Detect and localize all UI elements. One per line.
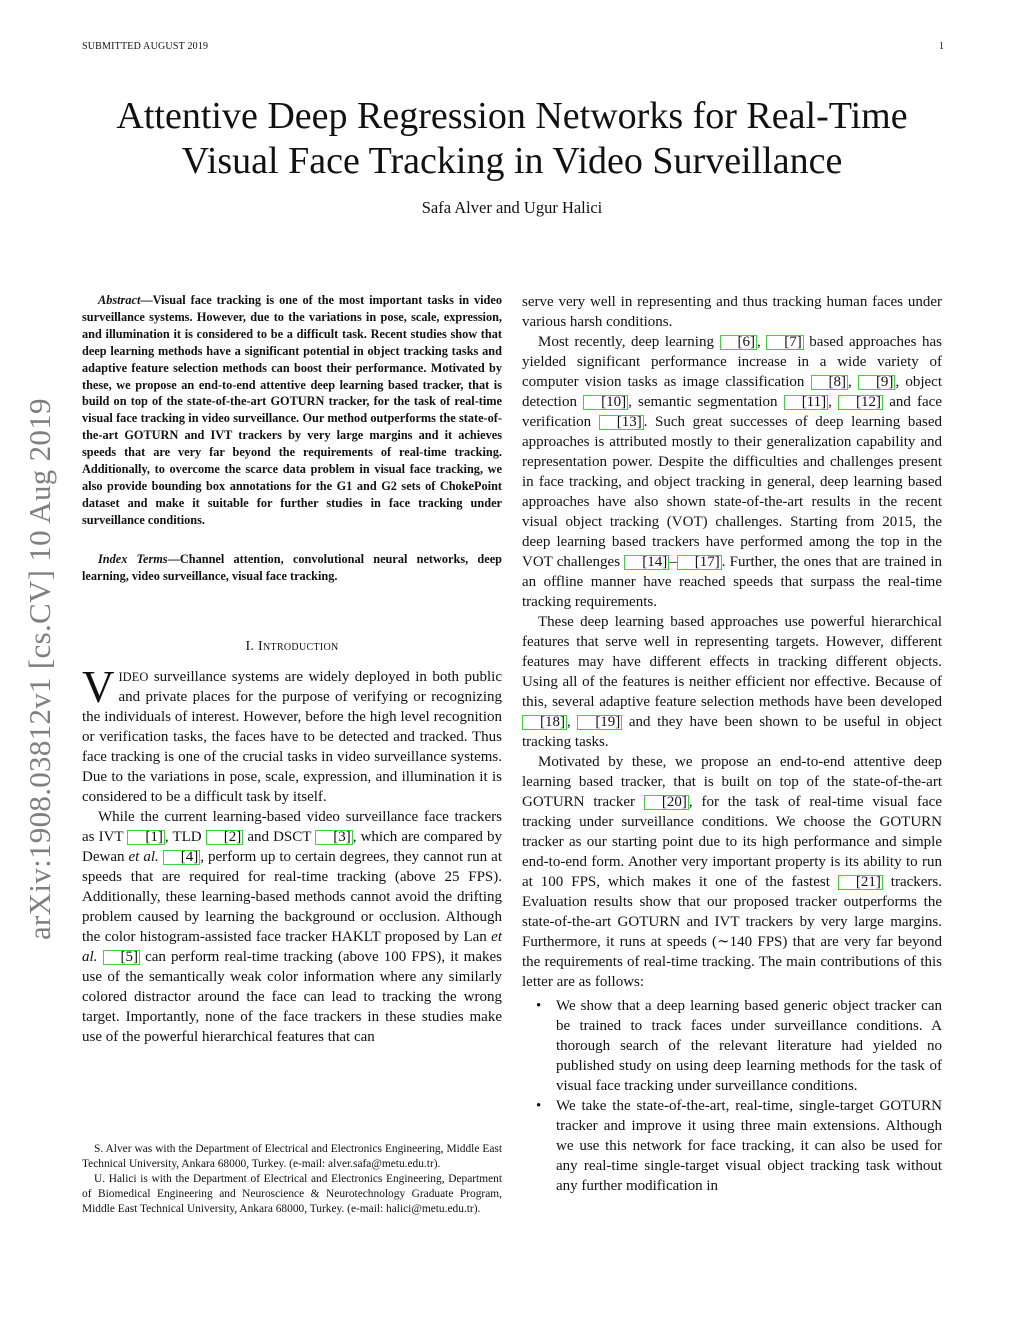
authors: Safa Alver and Ugur Halici <box>421 198 603 217</box>
text-run: . Further, the ones that are trained in an offline manner have reached speeds that surpass the real-time tracking requirements. <box>522 554 942 610</box>
text-run: can perform real-time tracking (above 100 FPS), it makes use of the semantically weak color information where any similarly colored distractor around the face can lead to tracking the wrong target. Importantly, none of the face trackers in these studies make use of the powerful hierarchical features that can <box>82 948 502 1045</box>
footnotes <box>82 1142 502 1217</box>
text-run: and DSCT <box>243 828 316 845</box>
text-run: , <box>567 714 578 730</box>
citation-link[interactable]: [20] <box>644 795 689 810</box>
text-run: . Such great successes of deep learning based approaches is attributed mostly to their generalization capability and representation power. Despite the difficulties and challenges present in face tracking, and object tracking in general, deep learning based approaches have also shown state-of-the-art results in the recent visual object tracking (VOT) challenges. Starting from 2015, the deep learning based trackers have performed among the top in the VOT challenges <box>522 414 942 570</box>
abstract-lead: Abstract <box>98 293 141 307</box>
citation-link[interactable]: [18] <box>522 715 567 730</box>
text-run: and face verification <box>522 394 942 430</box>
citation-link[interactable]: [4] <box>163 850 201 865</box>
section-title: Introduction <box>258 638 339 654</box>
text-run: trackers. Evaluation results show that our proposed tracker outperforms the state-of-the-art GOTURN and IVT trackers by very large margins. Furthermore, it runs at speeds (∼140 FPS) that are very far beyond the requirements of real-time tracking. The main contributions of this letter are as follows: <box>522 874 943 990</box>
citation-link[interactable]: [1] <box>127 830 165 845</box>
list-item <box>522 996 942 1096</box>
index-terms-text: —Channel attention, convolutional neural networks, deep learning, video surveillance, visual face tracking. <box>82 551 502 583</box>
index-terms-lead: Index Terms <box>98 551 168 566</box>
text-run: While the current learning-based video surveillance face trackers as IVT <box>82 808 502 845</box>
abstract <box>82 292 502 529</box>
citation-link[interactable]: [21] <box>838 875 883 890</box>
text-run: , which are compared by Dewan <box>82 828 502 865</box>
intro-smallcaps: IDEO <box>118 669 149 684</box>
footnote-author-2: U. Halici is with the Department of Electrical and Electronics Engineering, Department of Biomedical Engineering and Neuroscience & Neurotechnology Graduate Program, Middle East Technical University, Ankara 68000, Turkey. (e-mail: halici@metu.edu.tr). <box>82 1173 502 1215</box>
et-al: et al. <box>82 928 502 965</box>
citation-link[interactable]: [6] <box>720 335 758 350</box>
citation-link[interactable]: [14] <box>624 555 669 570</box>
text-run: , semantic segmentation <box>628 394 784 410</box>
citation-link[interactable]: [2] <box>206 830 244 845</box>
footnote-author-1: S. Alver was with the Department of Electrical and Electronics Engineering, Middle East Technical University, Ankara 68000, Turkey. (e-mail: alver.safa@metu.edu.tr). <box>82 1143 502 1170</box>
running-header: SUBMITTED AUGUST 2019 <box>82 41 209 52</box>
citation-link[interactable]: [8] <box>811 375 849 390</box>
left-column <box>82 292 502 1047</box>
text-run: , <box>757 334 767 350</box>
text-run: based approaches has yielded significant performance increase in a wide variety of computer vision tasks as image classification <box>522 334 942 390</box>
index-terms <box>82 551 502 585</box>
intro-paragraph-2 <box>82 807 502 1047</box>
contribution-text: We take the state-of-the-art, real-time, single-target GOTURN tracker and improve it using three main extensions. Although we use this network for face tracking, it can also be used for any real-time single-target visual object tracking task without any further modification in <box>556 1098 942 1194</box>
citation-link[interactable]: [9] <box>858 375 896 390</box>
text-run: , <box>848 374 858 390</box>
text-run: – <box>669 554 677 570</box>
contribution-text: We show that a deep learning based generic object tracker can be trained to track faces under surveillance conditions. A thorough search of the relevant literature had yielded no published study on using deep learning methods for the task of visual face tracking under surveillance conditions. <box>556 998 942 1094</box>
text-run: Motivated by these, we propose an end-to-end attentive deep learning based tracker, that is built on top of the state-of-the-art GOTURN tracker <box>522 754 942 810</box>
intro-p1-text: surveillance systems are widely deployed in both public and private places for the purpose of verifying or recognizing the individuals of interest. However, before the high level recognition or verification tasks, the faces have to be detected and tracked. Thus face tracking is one of the crucial tasks in video surveillance systems. Due to the variations in pose, scale, expression, and illumination it is considered to be a difficult task by itself. <box>82 668 502 805</box>
text-run: Most recently, deep learning <box>538 334 720 350</box>
citation-link[interactable]: [10] <box>583 395 628 410</box>
bullet-icon: • <box>536 1098 542 1114</box>
right-paragraph-3 <box>522 752 942 992</box>
right-paragraph-2 <box>522 612 942 752</box>
right-paragraph-1 <box>522 332 942 612</box>
et-al: et al. <box>128 848 159 865</box>
intro-paragraph-1 <box>82 661 502 807</box>
bullet-icon: • <box>536 998 542 1014</box>
text-run: , TLD <box>164 828 206 845</box>
citation-link[interactable]: [12] <box>838 395 883 410</box>
text-run: , perform up to certain degrees, they cannot run at speeds that are required for real-time tracking (above 25 FPS). Additionally, these learning-based methods cannot avoid the drifting problem caused by learning the background or occlusion. Although the color histogram-assisted face tracker HAKLT proposed by Lan <box>82 848 503 945</box>
text-run: , for the task of real-time visual face tracking under surveillance conditions. We choose the GOTURN tracker as our starting point due to its high performance and simple end-to-end form. Another very important property is its ability to run at 100 FPS, which makes it one of the fastest <box>522 794 942 890</box>
abstract-text: —Visual face tracking is one of the most important tasks in video surveillance systems. However, due to the variations in pose, scale, expression, and illumination it is considered to be a difficult task. Recent studies show that deep learning methods have a significant potential in object tracking tasks and adaptive feature selection methods can boost their performance. Motivated by these, we propose an end-to-end attentive deep learning based tracker, that is build on top of the state-of-the-art GOTURN tracker, for the task of real-time visual face tracking in video surveillance. Our method outperforms the state-of-the-art GOTURN and IVT trackers by very large margins and it achieves speeds that are very far beyond the requirements of real-time tracking. Additionally, to overcome the scarce data problem in visual face tracking, we also provide bounding box annotations for the G1 and G2 sets of ChokePoint dataset and make it suitable for further studies in face tracking under surveillance conditions. <box>82 293 502 527</box>
right-paragraph-0: serve very well in representing and thus tracking human faces under various harsh conditions. <box>522 294 942 330</box>
citation-link[interactable]: [3] <box>315 830 353 845</box>
title-line-1: Attentive Deep Regression Networks for Real-Time <box>116 95 908 137</box>
contributions-list <box>522 996 942 1196</box>
text-run: and they have been shown to be useful in object tracking tasks. <box>522 714 942 750</box>
citation-link[interactable]: [11] <box>784 395 828 410</box>
section-number: I. <box>245 638 255 654</box>
list-item <box>522 1096 942 1196</box>
title-line-2: Visual Face Tracking in Video Surveillance <box>181 140 843 182</box>
citation-link[interactable]: [13] <box>599 415 644 430</box>
text-run: , <box>828 394 839 410</box>
drop-cap: V <box>82 661 115 712</box>
citation-link[interactable]: [7] <box>766 335 804 350</box>
right-column <box>522 292 942 1196</box>
page-number: 1 <box>939 41 944 52</box>
text-run: , object detection <box>522 374 942 410</box>
text-run: These deep learning based approaches use powerful hierarchical features that serve well in representing targets. However, different features may have different effects in tracking different objects. Using all of the features is neither efficient nor effective. Because of this, several adaptive feature selection methods have been developed <box>522 614 942 710</box>
arxiv-stamp: arXiv:1908.03812v1 [cs.CV] 10 Aug 2019 <box>22 398 57 940</box>
section-heading <box>82 639 502 655</box>
citation-link[interactable]: [19] <box>577 715 622 730</box>
citation-link[interactable]: [17] <box>677 555 722 570</box>
citation-link[interactable]: [5] <box>103 950 141 965</box>
paper-title <box>70 94 954 184</box>
